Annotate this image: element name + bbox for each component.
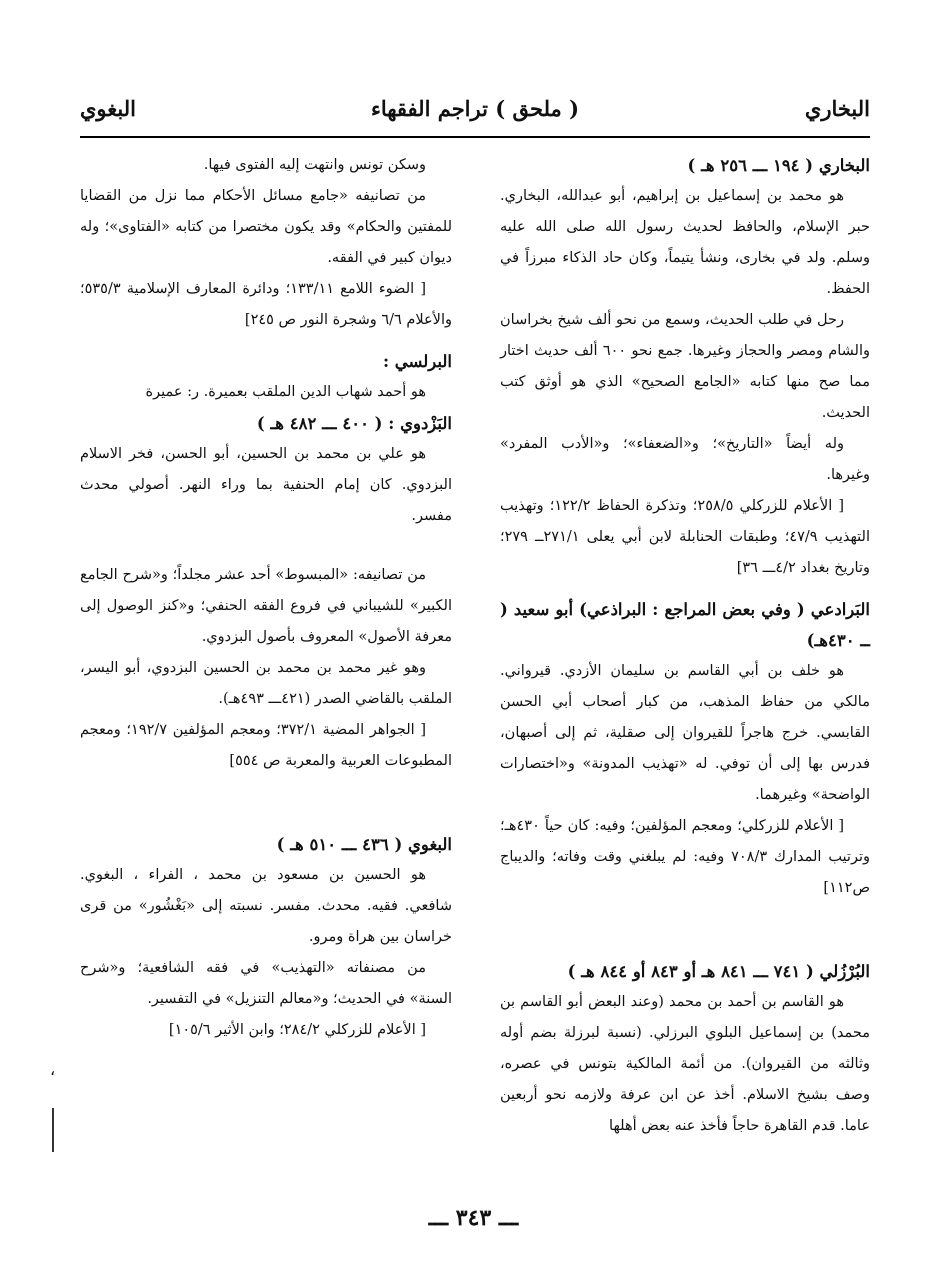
entry-paragraph: هو خلف بن أبي القاسم بن سليمان الأزدي. قيرواني. مالكي من حفاظ المذهب، من كبار أصحاب أبي الحسن القابسي. خرج هاجراً للقيروان إلى صقلية، ثم إلى أصبهان، فدرس بها إلى أن توفي. له «تهذيب المدونة» و«اختصارات الواضحة» وغيرهما. <box>500 663 870 803</box>
right-column <box>500 150 870 1142</box>
spacer <box>80 336 452 346</box>
entry-references: [ الأعلام للزركلي ٢٥٨/٥؛ وتذكرة الحفاظ ١٢٢/٢؛ وتهذيب التهذيب ٤٧/٩؛ وطبقات الحنابلة لابن أبي يعلى ٢٧١/١ــ ٢٧٩؛ وتاريخ بغداد ٤/٢ـــ ٣٦] <box>500 498 870 576</box>
entry-paragraph: هو الحسين بن مسعود بن محمد ، الفراء ، البغوي. شافعي. فقيه. محدث. مفسر. نسبته إلى «بَغْشُور» من قرى خراسان بين هراة ومرو. <box>80 867 452 945</box>
entry-title: البُرْزُلي ( ٧٤١ ـــ ٨٤١ هـ أو ٨٤٣ أو ٨٤٤ هـ ) <box>567 962 870 981</box>
entry-baradiI <box>500 594 870 904</box>
margin-comma-mark: ، <box>50 1060 56 1079</box>
spacer <box>80 532 452 560</box>
header-left-keyword: البغوي <box>80 96 136 121</box>
entry-burullusi <box>80 346 452 408</box>
entry-paragraph: رحل في طلب الحديث، وسمع من نحو ألف شيخ بخراسان والشام ومصر والحجاز وغيرها. جمع نحو ٦٠٠ ألف حديث اختار مما صح منها كتابه «الجامع الصحيح» الذي هو أوثق كتب الحديث. <box>500 312 871 421</box>
entry-bukhari <box>500 150 870 584</box>
entry-paragraph: هو القاسم بن أحمد بن محمد (وعند البعض أبو القاسم بن محمد) بن إسماعيل البلوي البرزلي. (نسبة لبرزلة بضم أوله وثالثه من القيروان). من أئمة المالكية بتونس في عصره، وصف بشيخ الاسلام. أخذ عن ابن عرفة ولازمه نحو أربعين عاما. قدم القاهرة حاجاً فأخذ عنه بعض أهلها <box>500 994 870 1134</box>
entry-burzuli-continued <box>80 150 452 336</box>
page-number: ـــ ٣٤٣ ـــ <box>428 1205 519 1231</box>
entry-paragraph: وسكن تونس وانتهت إليه الفتوى فيها. <box>203 157 426 173</box>
entry-paragraph: من مصنفاته «التهذيب» في فقه الشافعية؛ و«شرح السنة» في الحديث؛ و«معالم التنزيل» في التفسير. <box>80 960 452 1007</box>
entry-references: [ الضوء اللامع ١٣٣/١١؛ ودائرة المعارف الإسلامية ٥٣٥/٣؛ والأعلام ٦/٦ وشجرة النور ص ٢٤٥] <box>80 281 452 328</box>
entry-paragraph: هو علي بن محمد بن الحسين، أبو الحسن، فخر الاسلام البزدوي. كان إمام الحنفية بما وراء النهر. أصولي محدث مفسر. <box>80 446 452 524</box>
margin-annotation <box>44 1060 58 1160</box>
entry-title: البرلسي : <box>382 352 452 371</box>
entry-references: [ الأعلام للزركلي؛ ومعجم المؤلفين؛ وفيه: كان حياً ٤٣٠هـ؛ وترتيب المدارك ٧٠٨/٣ وفيه: لم يبلغني وقت وفاته؛ والديباج ص١١٢] <box>500 818 870 896</box>
entry-title: البَزْدوي : ( ٤٠٠ ـــ ٤٨٢ هـ ) <box>256 414 452 433</box>
spacer <box>500 584 870 594</box>
entry-references: [ الجواهر المضية ٣٧٢/١؛ ومعجم المؤلفين ١٩٢/٧؛ ومعجم المطبوعات العربية والمعربة ص ٥٥٤] <box>80 722 452 769</box>
entry-title: البخاري ( ١٩٤ ـــ ٢٥٦ هـ ) <box>687 156 870 175</box>
entry-paragraph: من تصانيفه: «المبسوط» أحد عشر مجلداً؛ و«شرح الجامع الكبير» للشيباني في فروع الفقه الحنفي؛ و«كنز الوصول إلى معرفة الأصول» المعروف بأصول البزدوي. <box>80 567 452 645</box>
left-column <box>80 150 452 1046</box>
header-title: ( ملحق ) تراجم الفقهاء <box>370 96 580 121</box>
header-rule <box>80 136 870 138</box>
entry-bazdawi <box>80 408 452 777</box>
entry-title: البغوي ( ٤٣٦ ـــ ٥١٠ هـ ) <box>276 835 452 854</box>
running-header <box>80 96 870 132</box>
spacer <box>80 777 452 829</box>
entry-title: البَرادعي ( وفي بعض المراجع : البراذعي) أبو سعيد ( ــ ٤٣٠هـ) <box>500 600 870 650</box>
entry-baghawi <box>80 829 452 1046</box>
entry-paragraph: وهو غير محمد بن محمد بن الحسين البزدوي، أبو اليسر، الملقب بالقاضي الصدر (٤٢١ـــ ٤٩٣هـ). <box>80 660 452 707</box>
entry-references: [ الأعلام للزركلي ٢٨٤/٢؛ وابن الأثير ١٠٥/٦] <box>168 1022 426 1038</box>
entry-paragraph: وله أيضاً «التاريخ»؛ و«الضعفاء»؛ و«الأدب المفرد» وغيرها. <box>500 436 870 483</box>
entry-paragraph: هو محمد بن إسماعيل بن إبراهيم، أبو عبدالله، البخاري. حبر الإسلام، والحافظ لحديث رسول الله صلى الله عليه وسلم. ولد في بخارى، ونشأ يتيماً، وكان حاد الذكاء مبرزاً في الحفظ. <box>500 188 870 297</box>
margin-vertical-mark <box>52 1108 54 1152</box>
entry-paragraph: هو أحمد شهاب الدين الملقب بعميرة. ر: عميرة <box>145 384 426 400</box>
header-right-keyword: البخاري <box>804 96 870 121</box>
entry-burzuli <box>500 956 870 1142</box>
entry-paragraph: من تصانيفه «جامع مسائل الأحكام مما نزل من القضايا للمفتين والحكام» وقد يكون مختصرا من كتابه «الفتاوى»؛ وله ديوان كبير في الفقه. <box>80 188 452 266</box>
spacer <box>500 904 870 956</box>
